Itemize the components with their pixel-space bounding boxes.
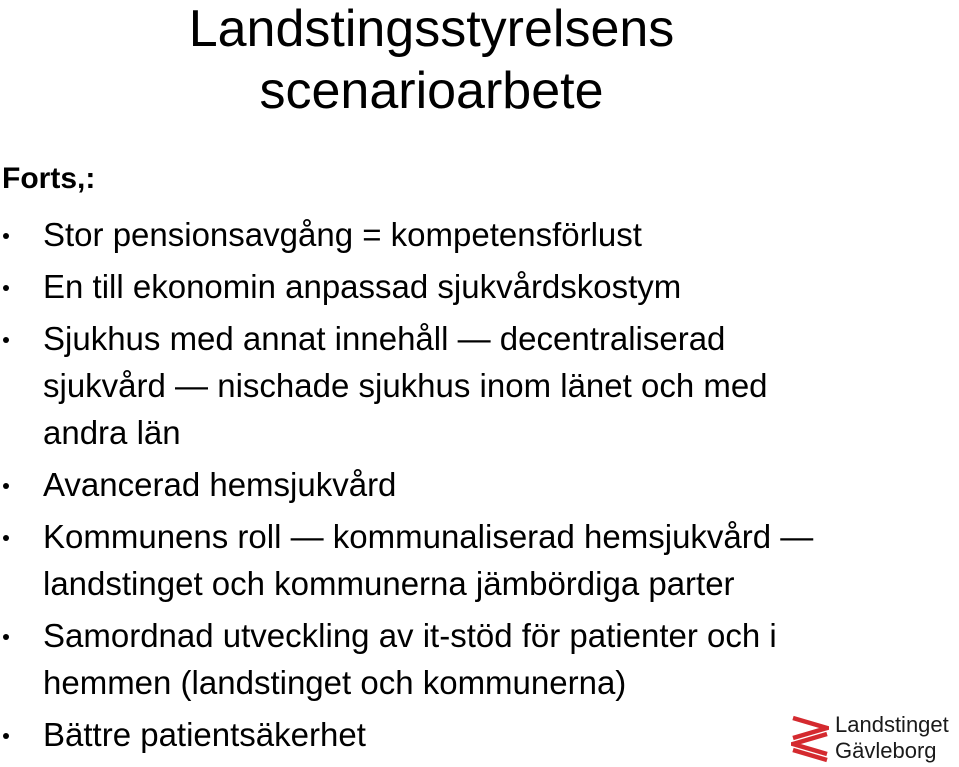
bullet-line: Bättre patientsäkerhet	[43, 716, 366, 753]
bullet-item	[0, 211, 900, 258]
bullet-item	[0, 263, 900, 310]
bullet-dot-icon	[3, 483, 9, 489]
bullet-dot-icon	[3, 634, 9, 640]
bullet-line: sjukvård — nischade sjukhus inom länet och med	[43, 367, 768, 404]
bullet-item	[0, 711, 900, 758]
bullet-text	[43, 513, 900, 607]
bullet-dot-icon	[3, 233, 9, 239]
logo-line-1: Landstinget	[835, 712, 949, 737]
bullet-list	[0, 211, 900, 763]
bullet-line: landstinget och kommunerna jämbördiga parter	[43, 565, 735, 602]
bullet-line: Samordnad utveckling av it-stöd för patienter och i	[43, 617, 777, 654]
bullet-line: Sjukhus med annat innehåll — decentraliserad	[43, 320, 726, 357]
bullet-line: Stor pensionsavgång = kompetensförlust	[43, 216, 642, 253]
landstinget-gavleborg-logo	[791, 712, 959, 767]
slide-title-line-2: scenarioarbete	[259, 62, 604, 120]
bullet-line: Kommunens roll — kommunaliserad hemsjukvård —	[43, 518, 814, 555]
bullet-dot-icon	[3, 733, 9, 739]
bullet-line: andra län	[43, 414, 181, 451]
bullet-text	[43, 263, 900, 310]
slide-title-line-1: Landstingsstyrelsens	[188, 0, 675, 58]
bullet-item	[0, 461, 900, 508]
bullet-item	[0, 513, 900, 607]
bullet-text	[43, 711, 900, 758]
bullet-dot-icon	[3, 535, 9, 541]
landstinget-gavleborg-logo-icon	[791, 714, 829, 764]
bullet-item	[0, 612, 900, 706]
bullet-text	[43, 315, 900, 456]
bullet-line: En till ekonomin anpassad sjukvårdskostym	[43, 268, 682, 305]
bullet-dot-icon	[3, 285, 9, 291]
bullet-dot-icon	[3, 337, 9, 343]
slide-title	[0, 0, 863, 122]
bullet-line: hemmen (landstinget och kommunerna)	[43, 664, 627, 701]
bullet-text	[43, 461, 900, 508]
logo-wordmark	[835, 712, 949, 764]
bullet-item	[0, 315, 900, 456]
bullet-line: Avancerad hemsjukvård	[43, 466, 397, 503]
bullet-text	[43, 612, 900, 706]
bullet-text	[43, 211, 900, 258]
slide-subheading: Forts,:	[2, 162, 96, 195]
logo-line-2: Gävleborg	[835, 738, 937, 763]
